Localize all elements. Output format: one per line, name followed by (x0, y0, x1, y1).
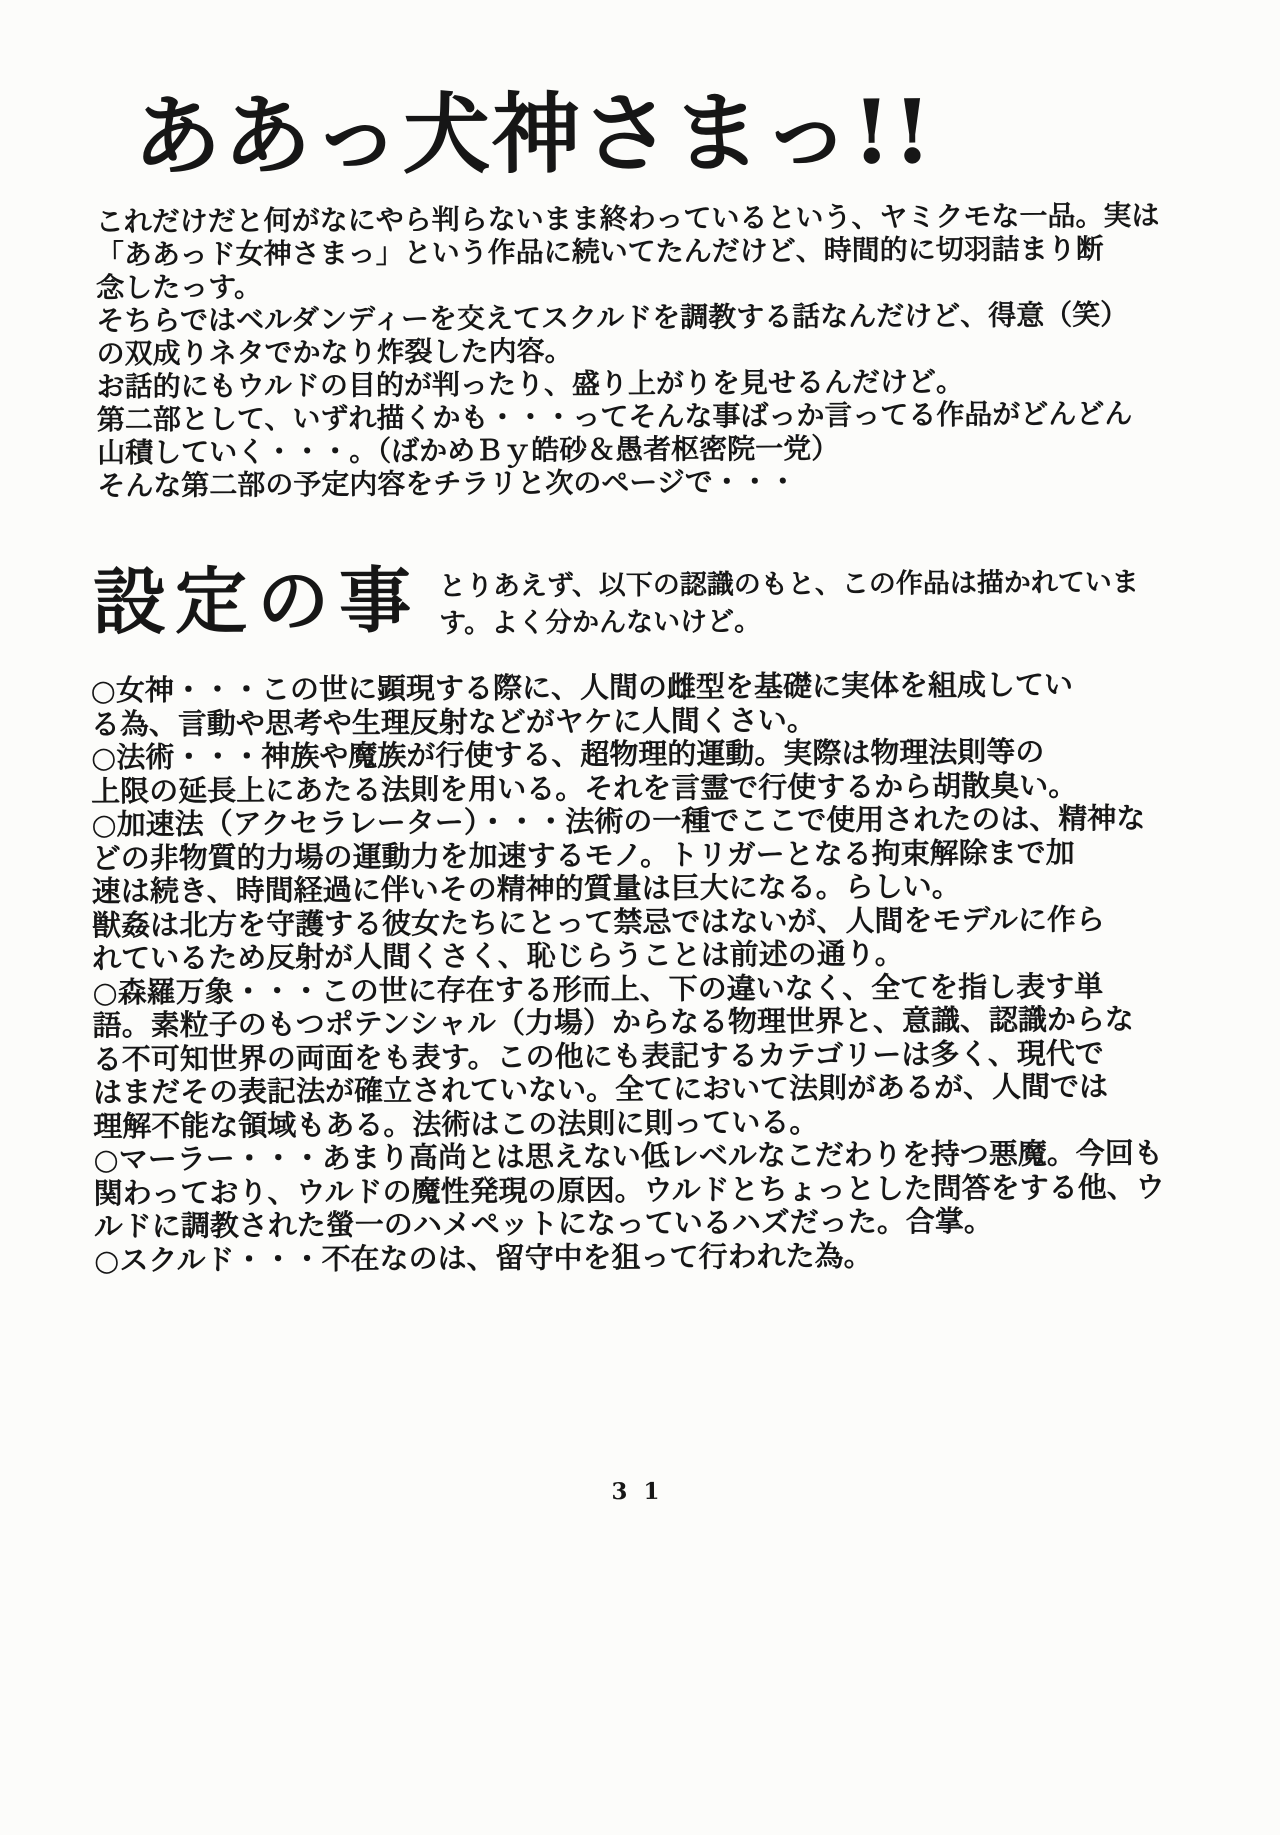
intro-paragraph (96, 198, 1222, 502)
text-line: 理解不能な領域もある。法術はこの法則に則っている。 (93, 1104, 819, 1143)
text-line: どの非物質的力場の運動力を加速するモノ。トリガーとなる拘束解除まで加 (91, 834, 1075, 875)
text-line: 「ああっド女神さまっ」という作品に続いてたんだけど、時間的に切羽詰まり断 (95, 232, 1104, 272)
text-line: そちらではベルダンディーを交えてスクルドを調教する話なんだけど、得意（笑） (96, 298, 1129, 338)
page-number: 31 (611, 1477, 676, 1506)
text-line: す。よく分かんないけど。 (439, 606, 762, 640)
text-line: そんな第二部の予定内容をチラリと次のページで・・・ (97, 465, 797, 503)
text-line: 第二部として、いずれ描くかも・・・ってそんな事ばっか言ってる作品がどんどん (96, 396, 1133, 437)
text-line: の双成りネタでかなり炸裂した内容。 (96, 334, 573, 371)
document-title: ああっ犬神さまっ!! (132, 79, 934, 189)
text-line: 語。素粒子のもつポテンシャル（力場）からなる物理世界と、意識、認識からな (92, 1001, 1134, 1043)
text-line: お話的にもウルドの目的が判ったり、盛り上がりを見せるんだけど。 (96, 365, 965, 404)
text-line: 山積していく・・・。（ばかめＢｙ皓砂＆愚者枢密院一党） (97, 431, 840, 470)
section-heading-note (439, 556, 1139, 642)
text-line: 関わっており、ウルドの魔性発現の原因。ウルドとちょっとした問答をする他、ウ (93, 1169, 1165, 1210)
text-line: る為、言動や思考や生理反射などがヤケに人間くさい。 (90, 702, 816, 741)
text-line: る不可知世界の両面をも表す。この他にも表記するカテゴリーは多く、現代で (92, 1035, 1104, 1076)
text-line: 速は続き、時間経過に伴いその精神的質量は巨大になる。らしい。 (91, 869, 961, 909)
text-line: ルドに調教された螢一のハメペットになっているハズだった。合掌。 (93, 1203, 993, 1244)
text-line: これだけだと何がなにやら判らないまま終わっているという、ヤミクモな一品。実は (95, 198, 1160, 239)
settings-notes-list (91, 667, 1243, 1277)
text-line: ○森羅万象・・・この世に存在する形而上、下の違いなく、全てを指し表す単 (92, 968, 1104, 1009)
text-line: 獣姦は北方を守護する彼女たちにとって禁忌ではないが、人間をモデルに作ら (91, 901, 1106, 942)
text-line: とりあえず、以下の認識のもと、この作品は描かれていま (438, 566, 1139, 603)
text-line: 上限の延長上にあたる法則を用いる。それを言霊で行使するから胡散臭い。 (91, 767, 1078, 808)
text-line: ○加速法（アクセラレーター）・・・法術の一種でここで使用されたのは、精神な (91, 800, 1146, 842)
text-line: ○女神・・・この世に顕現する際に、人間の雌型を基礎に実体を組成してい (90, 667, 1074, 708)
text-line: はまだその表記法が確立されていない。全てにおいて法則があるが、人間では (92, 1069, 1109, 1110)
text-line: ○スクルド・・・不在なのは、留守中を狙って行われた為。 (93, 1238, 873, 1277)
text-line: 念したっす。 (96, 270, 263, 305)
text-line: ○マーラー・・・あまり高尚とは思えない低レベルなこだわりを持つ悪魔。今回も (93, 1135, 1163, 1177)
text-line: ○法術・・・神族や魔族が行使する、超物理的運動。実際は物理法則等の (90, 734, 1045, 775)
text-line: れているため反射が人間くさく、恥じらうことは前述の通り。 (92, 936, 904, 976)
section-heading: 設定の事 (92, 557, 422, 645)
section-header-row (93, 555, 1238, 644)
